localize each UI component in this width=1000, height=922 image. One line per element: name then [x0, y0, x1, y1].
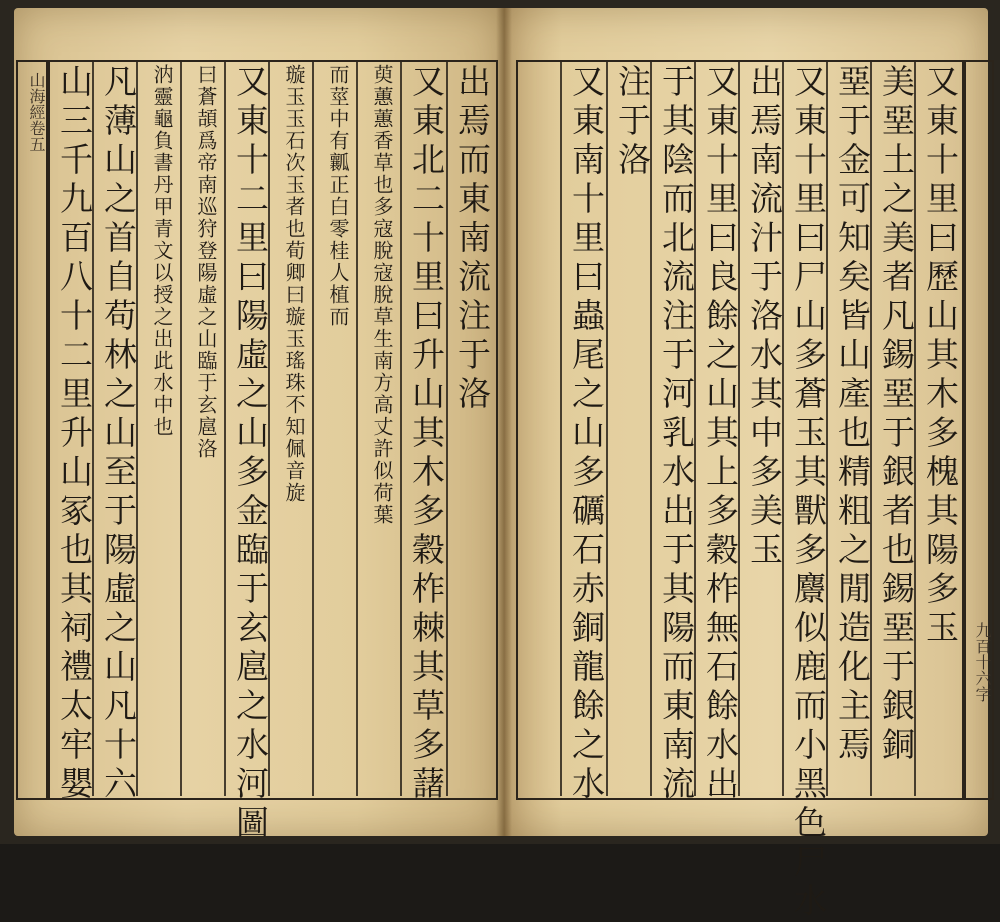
- left-column-10: 山三千九百八十二里升山冢也其祠禮太牢嬰: [55, 64, 94, 805]
- left-column-2: 又東北二十里曰升山其木多穀柞棘其草多藷: [407, 64, 446, 805]
- left-margin-title: 山海經卷五: [27, 72, 46, 152]
- left-column-9: 凡薄山之首自苟林之山至于陽虛之山凡十六: [99, 64, 138, 805]
- right-column-9: 又東南十里曰蟲尾之山多礪石赤銅龍餘之水: [567, 64, 606, 805]
- right-column-4: 又東十里曰尸山多蒼玉其獸多麖似鹿而小黑色尸水: [789, 64, 828, 922]
- left-column-3: 萸蕙蕙香草也多寇脫寇脫草生南方高丈許似荷葉: [370, 64, 394, 526]
- left-column-8: 汭靈龜負書丹甲青文以授之出此水中也: [150, 64, 174, 438]
- right-margin-strip: [962, 60, 994, 800]
- left-margin-strip: [16, 60, 48, 800]
- left-column-4: 而莖中有瓤正白零桂人植而: [326, 64, 350, 328]
- right-column-5: 出焉南流汁于洛水其中多美玉: [745, 64, 784, 571]
- book-gutter: [496, 8, 512, 836]
- right-margin-title: 九百十六字: [973, 622, 992, 702]
- left-column-7: 曰蒼頡爲帝南巡狩登陽虛之山臨于玄扈洛: [194, 64, 218, 460]
- right-column-8: 注于洛: [613, 64, 652, 181]
- right-column-3: 堊于金可知矣皆山產也精粗之閒造化主焉: [833, 64, 872, 766]
- right-column-2: 美堊土之美者凡錫堊于銀者也錫堊于銀銅: [877, 64, 916, 766]
- right-column-1: 又東十里曰歷山其木多槐其陽多玉: [921, 64, 960, 649]
- left-column-5: 璇玉玉石次玉者也荀卿曰璇玉瑤珠不知佩音旋: [282, 64, 306, 504]
- right-column-7: 于其陰而北流注于河乳水出于其陽而東南流: [657, 64, 696, 805]
- left-column-6: 又東十二里曰陽虛之山多金臨于玄扈之水河圖: [231, 64, 270, 844]
- right-column-6: 又東十里曰良餘之山其上多穀柞無石餘水出: [701, 64, 740, 805]
- left-column-1: 出焉而東南流注于洛: [453, 64, 492, 415]
